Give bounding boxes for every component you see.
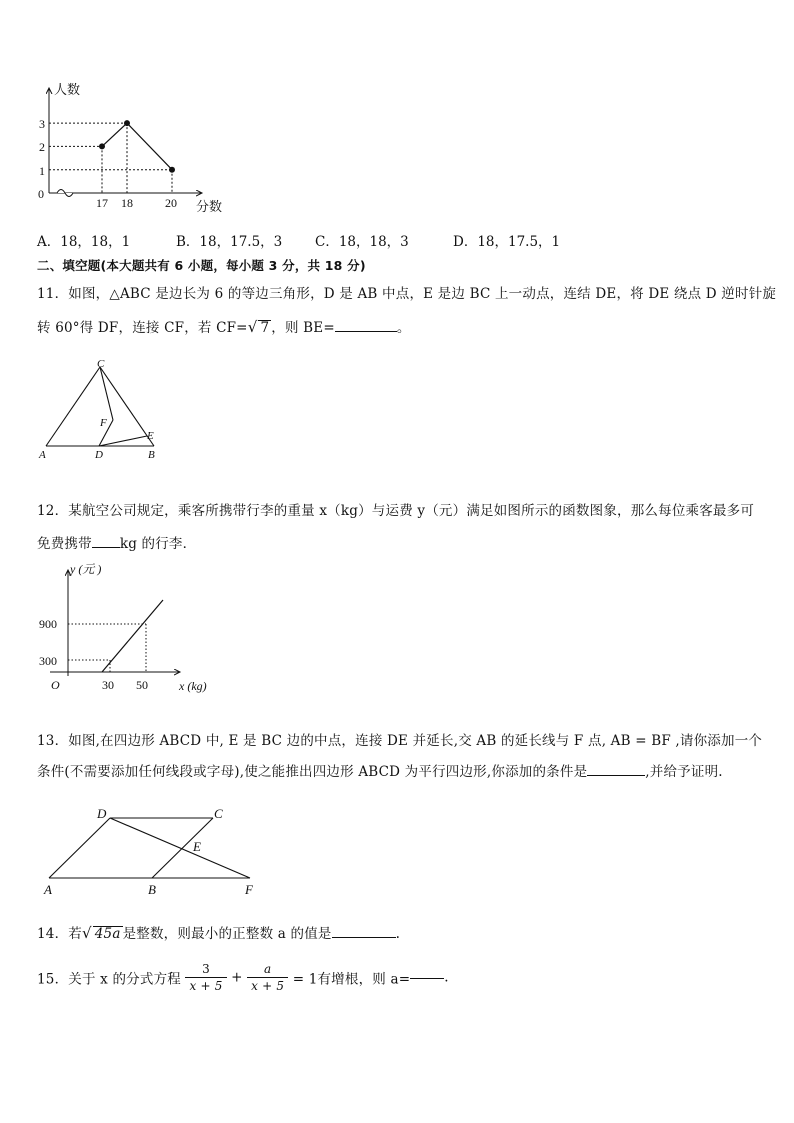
segment-df [110, 818, 250, 878]
q12-line1: 12．某航空公司规定，乘客所携带行李的重量 x（kg）与运费 y（元）满足如图所示的函数图象，那么每位乘客最多可 [37, 503, 755, 519]
score-frequency-chart [30, 80, 240, 220]
q11-end: 。 [396, 320, 411, 336]
y-tick-900: 900 [39, 617, 57, 631]
section-heading: 二、填空题(本大题共有 6 小题，每小题 3 分，共 18 分) [37, 258, 366, 273]
baggage-fee-graph [30, 558, 220, 698]
q15-text-b: = 1有增根，则 a= [292, 971, 411, 988]
y-tick-0: 0 [38, 187, 44, 201]
y-tick-1: 1 [39, 164, 45, 178]
x-axis-label: 分数 [196, 199, 223, 214]
series-segment-1 [127, 123, 172, 170]
q15-fraction-2 [247, 962, 288, 993]
q11-sqrt-value: 7 [260, 320, 270, 336]
q15-text-a: 15．关于 x 的分式方程 [37, 971, 181, 988]
data-point-20 [169, 167, 175, 173]
segment-bc [100, 367, 154, 446]
option-b[interactable]: B．18，17.5，3 [176, 234, 283, 250]
origin-label: O [51, 678, 60, 692]
q14-end: . [395, 926, 401, 942]
label-d: D [97, 806, 107, 821]
q14-text-a: 14．若 [37, 926, 82, 942]
axis-break-mark [57, 190, 73, 197]
q15-f2-denominator: x + 5 [251, 979, 285, 993]
segment-ad [49, 818, 110, 878]
option-a[interactable]: A．18，18，1 [37, 234, 131, 250]
q11-text-b: ，则 BE= [271, 320, 335, 336]
q15-plus: + [231, 969, 243, 986]
q11-text-a: 转 60°得 DF，连接 CF，若 CF= [37, 320, 248, 336]
segment-ac [46, 367, 100, 446]
segment-de [99, 436, 147, 446]
q11-answer-blank[interactable] [335, 330, 397, 332]
q12-text-b: kg 的行李． [119, 536, 197, 552]
q13-line2 [37, 760, 723, 780]
label-a: A [44, 882, 52, 897]
q11-triangle-figure [35, 360, 165, 465]
q12-text-a: 免费携带 [37, 536, 92, 552]
segment-cf [100, 367, 113, 420]
y-axis-label: y (元 ) [70, 562, 102, 576]
series-segment-0 [102, 123, 127, 146]
q14-sqrt-value: 45a [94, 926, 121, 942]
fee-line [102, 600, 163, 672]
label-b: B [148, 449, 155, 461]
q13-text-b: ,并给予证明. [645, 764, 723, 780]
q11-line1: 11．如图，△ABC 是边长为 6 的等边三角形，D 是 AB 中点，E 是边 BC 上一动点，连结 DE，将 DE 绕点 D 逆时针旋 [37, 286, 777, 302]
x-axis-label: x (kg) [179, 679, 207, 693]
x-tick-18: 18 [121, 196, 133, 210]
segment-bc [152, 818, 213, 878]
label-a: A [39, 449, 46, 461]
q13-answer-blank[interactable] [587, 774, 645, 776]
q15-line [37, 962, 449, 993]
label-e: E [193, 839, 201, 854]
q15-end: . [444, 969, 449, 986]
q14-answer-blank[interactable] [332, 936, 396, 938]
data-point-18 [124, 120, 130, 126]
q14-text-b: 是整数，则最小的正整数 a 的值是 [122, 926, 332, 942]
x-tick-30: 30 [102, 678, 114, 692]
y-tick-2: 2 [39, 140, 45, 154]
label-c: C [214, 806, 223, 821]
q15-answer-blank[interactable] [410, 977, 444, 979]
q11-line2: 转 60°得 DF，连接 CF，若 CF=√ 7 ，则 BE= 。 [37, 318, 411, 336]
data-point-17 [99, 143, 105, 149]
label-e: E [147, 430, 154, 442]
option-c[interactable]: C．18，18，3 [315, 234, 409, 250]
q15-f1-denominator: x + 5 [189, 979, 223, 993]
q15-f2-numerator: a [247, 962, 288, 978]
label-b: B [148, 882, 156, 897]
option-d[interactable]: D．18，17.5，1 [453, 234, 561, 250]
q13-parallelogram-figure [40, 800, 270, 900]
label-c: C [97, 360, 105, 370]
x-tick-50: 50 [136, 678, 148, 692]
label-f: F [100, 417, 107, 429]
label-d: D [95, 449, 103, 461]
x-tick-17: 17 [96, 196, 108, 210]
q13-text-a: 条件(不需要添加任何线段或字母),使之能推出四边形 ABCD 为平行四边形,你添加的条件是 [37, 764, 588, 780]
q15-f1-numerator: 3 [185, 962, 226, 978]
x-tick-20: 20 [165, 196, 177, 210]
q14-line: 14．若√ 45a 是整数，则最小的正整数 a 的值是 . [37, 924, 401, 942]
q13-line1: 13．如图,在四边形 ABCD 中, E 是 BC 边的中点，连接 DE 并延长,交 AB 的延长线与 F 点, AB = BF ,请你添加一个 [37, 733, 763, 749]
q12-line2 [37, 532, 196, 552]
q12-answer-blank[interactable] [92, 546, 120, 548]
y-axis-label: 人数 [54, 82, 81, 97]
label-f: F [245, 882, 253, 897]
q15-fraction-1 [185, 962, 226, 993]
y-tick-300: 300 [39, 654, 57, 668]
y-tick-3: 3 [39, 117, 45, 131]
